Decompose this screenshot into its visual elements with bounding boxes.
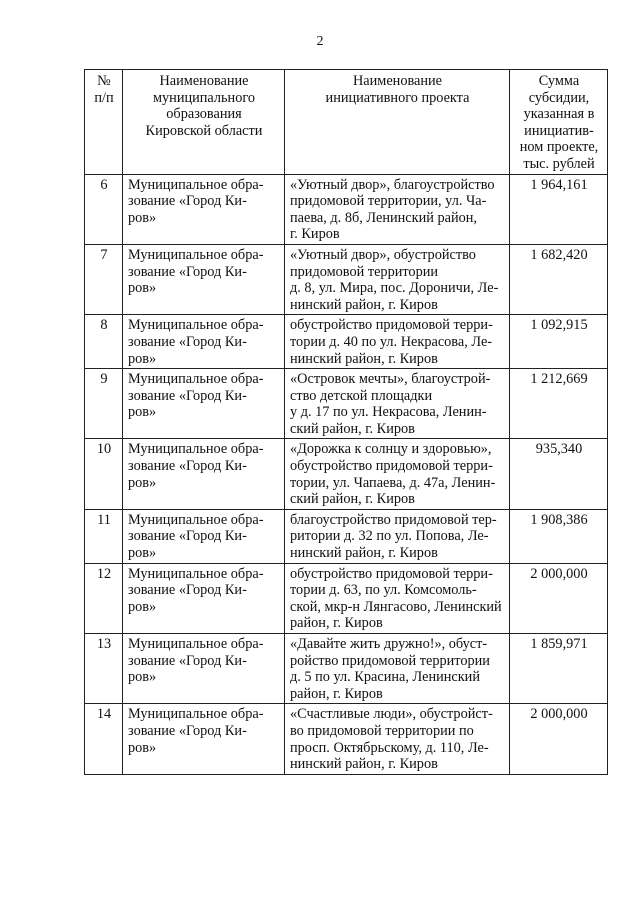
cell-line: Муниципальное обра- — [128, 511, 264, 528]
cell-line: Сумма — [538, 73, 580, 89]
municipality-cell — [123, 315, 285, 369]
cell-line: ской, мкр-н Лянгасово, Ленинский — [290, 598, 502, 615]
amount-cell: 1 908,386 — [510, 509, 608, 563]
row-number: 12 — [85, 563, 123, 633]
table-row — [85, 563, 608, 633]
row-number: 9 — [85, 369, 123, 439]
cell-line: г. Киров — [290, 226, 340, 243]
table-row — [85, 439, 608, 509]
cell-line: зование «Город Ки- — [128, 333, 247, 350]
amount-cell: 935,340 — [510, 439, 608, 509]
row-number: 6 — [85, 174, 123, 244]
page-number: 2 — [316, 34, 324, 49]
municipality-cell — [123, 244, 285, 314]
cell-line: ров» — [128, 404, 157, 421]
cell-line: обустройство придомовой терри- — [290, 317, 493, 334]
table-header-row — [85, 70, 608, 175]
cell-line: зование «Город Ки- — [128, 387, 247, 404]
cell-line: обустройство придомовой терри- — [290, 458, 493, 475]
cell-line: «Дорожка к солнцу и здоровью», — [290, 441, 492, 458]
cell-line: Муниципальное обра- — [128, 441, 264, 458]
cell-line: нинский район, г. Киров — [290, 756, 438, 773]
row-number: 14 — [85, 704, 123, 774]
cell-line: Муниципальное обра- — [128, 246, 264, 263]
cell-line: № — [97, 73, 111, 89]
table-row — [85, 244, 608, 314]
table-row — [85, 369, 608, 439]
amount-cell: 1 212,669 — [510, 369, 608, 439]
project-cell — [285, 439, 510, 509]
cell-line: зование «Город Ки- — [128, 263, 247, 280]
cell-line: зование «Город Ки- — [128, 193, 247, 210]
cell-line: ский район, г. Киров — [290, 420, 415, 437]
cell-line: «Уютный двор», обустройство — [290, 246, 476, 263]
amount-cell: 1 092,915 — [510, 315, 608, 369]
table-body — [85, 174, 608, 774]
cell-line: муниципального — [152, 89, 256, 106]
header-number — [85, 70, 123, 175]
cell-line: зование «Город Ки- — [128, 582, 247, 599]
cell-line: паева, д. 8б, Ленинский район, — [290, 209, 477, 226]
cell-line: Муниципальное обра- — [128, 371, 264, 388]
amount-cell: 2 000,000 — [510, 563, 608, 633]
municipality-cell — [123, 634, 285, 704]
cell-line: обустройство придомовой терри- — [290, 565, 493, 582]
cell-line: район, г. Киров — [290, 685, 383, 702]
table-row — [85, 634, 608, 704]
project-cell — [285, 704, 510, 774]
municipality-cell — [123, 509, 285, 563]
cell-line: ство детской площадки — [290, 387, 433, 404]
cell-line: просп. Октябрьскому, д. 110, Ле- — [290, 739, 489, 756]
cell-line: зование «Город Ки- — [128, 652, 247, 669]
cell-line: тории, ул. Чапаева, д. 47а, Ленин- — [290, 474, 496, 491]
cell-line: субсидии, — [528, 89, 590, 106]
cell-line: зование «Город Ки- — [128, 528, 247, 545]
project-cell — [285, 369, 510, 439]
row-number: 8 — [85, 315, 123, 369]
cell-line: ров» — [128, 669, 157, 686]
cell-line: д. 8, ул. Мира, пос. Дороничи, Ле- — [290, 280, 499, 297]
cell-line: «Уютный двор», благоустройство — [290, 176, 495, 193]
table-row — [85, 509, 608, 563]
cell-line: Муниципальное обра- — [128, 706, 264, 723]
cell-line: «Давайте жить дружно!», обуст- — [290, 636, 488, 652]
cell-line: Муниципальное обра- — [128, 317, 264, 334]
cell-line: тыс. рублей — [523, 155, 595, 172]
cell-line: д. 5 по ул. Красина, Ленинский — [290, 669, 480, 686]
cell-line: тории д. 63, по ул. Комсомоль- — [290, 582, 477, 599]
row-number: 7 — [85, 244, 123, 314]
project-cell — [285, 174, 510, 244]
cell-line: ров» — [128, 739, 157, 756]
cell-line: ров» — [128, 474, 157, 491]
row-number: 11 — [85, 509, 123, 563]
header-project — [285, 70, 510, 175]
municipality-cell — [123, 174, 285, 244]
cell-line: Наименование — [352, 73, 443, 89]
cell-line: ном проекте, — [519, 139, 599, 156]
cell-line: нинский район, г. Киров — [290, 545, 438, 562]
cell-line: придомовой территории — [290, 263, 439, 280]
amount-cell: 1 964,161 — [510, 174, 608, 244]
municipality-cell — [123, 704, 285, 774]
cell-line: инициатив- — [524, 122, 594, 139]
municipality-cell — [123, 439, 285, 509]
cell-line: ров» — [128, 209, 157, 226]
cell-line: придомовой территории, ул. Ча- — [290, 193, 487, 210]
cell-line: во придомовой территории по — [290, 722, 474, 739]
cell-line: Наименование — [159, 73, 249, 89]
project-cell — [285, 509, 510, 563]
cell-line: ский район, г. Киров — [290, 491, 415, 508]
subsidy-table — [84, 69, 608, 775]
cell-line: ров» — [128, 545, 157, 562]
cell-line: ров» — [128, 350, 157, 367]
cell-line: зование «Город Ки- — [128, 458, 247, 475]
header-amount — [510, 70, 608, 175]
cell-line: ройство придомовой территории — [290, 652, 490, 669]
cell-line: Муниципальное обра- — [128, 636, 264, 652]
municipality-cell — [123, 369, 285, 439]
amount-cell: 2 000,000 — [510, 704, 608, 774]
header-municipality — [123, 70, 285, 175]
municipality-cell — [123, 563, 285, 633]
cell-line: тории д. 40 по ул. Некрасова, Ле- — [290, 333, 493, 350]
cell-line: нинский район, г. Киров — [290, 350, 438, 367]
cell-line: Кировской области — [145, 122, 263, 139]
cell-line: «Островок мечты», благоустрой- — [290, 371, 491, 388]
cell-line: ров» — [128, 280, 157, 297]
cell-line: Муниципальное обра- — [128, 176, 264, 193]
cell-line: п/п — [94, 89, 114, 106]
cell-line: инициативного проекта — [325, 89, 470, 106]
table-row — [85, 704, 608, 774]
project-cell — [285, 634, 510, 704]
row-number: 13 — [85, 634, 123, 704]
cell-line: ритории д. 32 по ул. Попова, Ле- — [290, 528, 489, 545]
table-row — [85, 315, 608, 369]
cell-line: ров» — [128, 598, 157, 615]
project-cell — [285, 563, 510, 633]
row-number: 10 — [85, 439, 123, 509]
cell-line: указанная в — [523, 106, 595, 123]
cell-line: благоустройство придомовой тер- — [290, 511, 497, 528]
table-row — [85, 174, 608, 244]
cell-line: у д. 17 по ул. Некрасова, Ленин- — [290, 404, 487, 421]
project-cell — [285, 315, 510, 369]
cell-line: «Счастливые люди», обустройст- — [290, 706, 493, 723]
cell-line: зование «Город Ки- — [128, 722, 247, 739]
amount-cell: 1 859,971 — [510, 634, 608, 704]
amount-cell: 1 682,420 — [510, 244, 608, 314]
project-cell — [285, 244, 510, 314]
cell-line: образования — [166, 106, 242, 123]
cell-line: нинский район, г. Киров — [290, 296, 438, 313]
cell-line: Муниципальное обра- — [128, 565, 264, 582]
cell-line: район, г. Киров — [290, 615, 383, 632]
